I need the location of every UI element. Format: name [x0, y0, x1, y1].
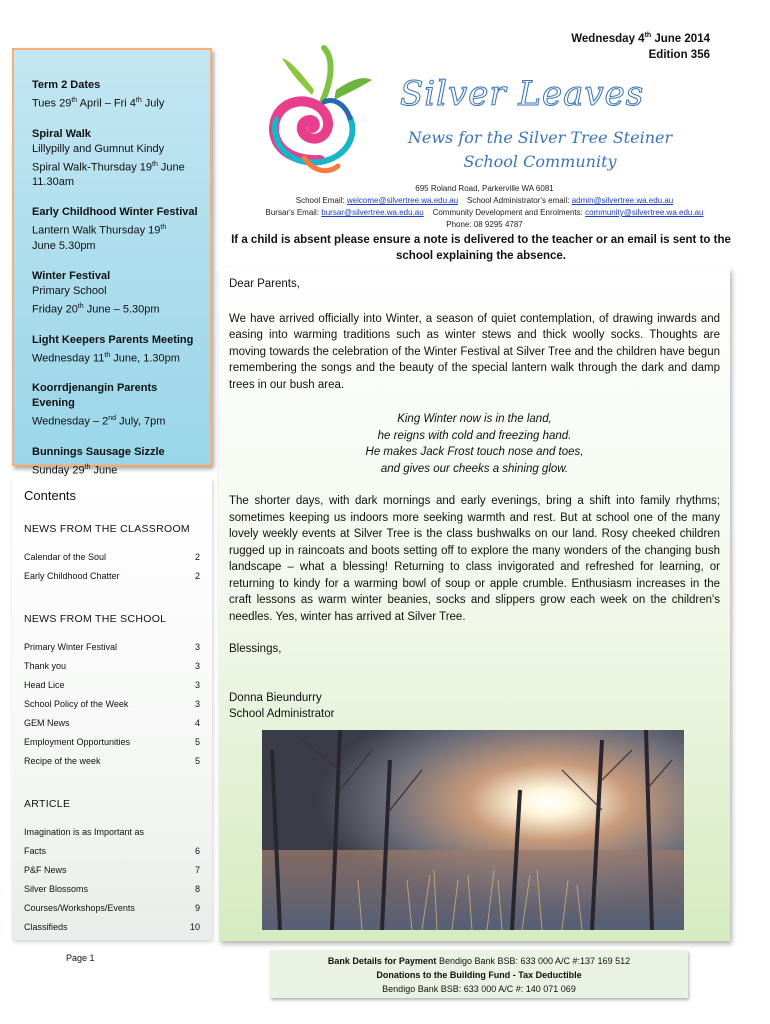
contents-entry[interactable]	[24, 637, 200, 656]
contents-entry[interactable]	[24, 732, 200, 751]
contents-entry[interactable]	[24, 566, 200, 585]
bank-details-box: Bank Details for Payment Bendigo Bank BSB: 633 000 A/C #:137 169 512 Donations to the Building Fund - Tax Deductible Bendigo Bank BSB: 633 000 A/C #: 140 071 069	[270, 950, 688, 998]
date-item: Term 2 Dates Tues 29th April – Fri 4th July	[32, 79, 165, 110]
signature-title: School Administrator	[229, 708, 335, 720]
contents-entry-page: 2	[194, 570, 200, 581]
contents-entry-label: Thank you	[24, 660, 67, 671]
letter-paragraph: We have arrived officially into Winter, a season of quiet contemplation, of drawing inwards and easing into warming traditions such as winter stews and thick woolly socks. Thoughts are moving towards the celebration of the Winter Festival at Silver Tree and the children have begun remembering the songs and the beauty of the special lantern walk through the dark and damp trees in our bush area.	[229, 312, 720, 391]
spiral-logo	[254, 40, 384, 190]
contents-entry-label: P&F News	[24, 864, 67, 875]
contents-entry[interactable]	[24, 860, 200, 879]
letter-closing: Blessings,	[229, 643, 282, 655]
community-email-link[interactable]: community@silvertree.wa.edu.au	[585, 208, 704, 217]
school-phone: Phone: 08 9295 4787	[446, 220, 523, 229]
signature-name: Donna Bieundurry	[229, 691, 322, 704]
date-item: Spiral Walk Lillypilly and Gumnut Kindy Spiral Walk-Thursday 19th June 11.30am	[32, 127, 185, 189]
contents-entry[interactable]	[24, 675, 200, 694]
school-address: 695 Roland Road, Parkerville WA 6081	[415, 184, 554, 193]
contents-entry[interactable]	[24, 917, 200, 936]
date-item: Koorrdjenangin Parents Evening Wednesday – 2nd July, 7pm	[32, 382, 166, 428]
page-number: Page 1	[66, 953, 95, 963]
contents-entry-page: 5	[194, 755, 200, 766]
table-of-contents	[12, 478, 212, 940]
contents-entry-page: 9	[194, 902, 200, 913]
contents-entry-label: School Policy of the Week	[24, 698, 129, 709]
contents-entry-page: 3	[194, 660, 200, 671]
contents-section-heading: NEWS FROM THE SCHOOL	[24, 613, 167, 625]
newsletter-title: Silver Leaves	[400, 74, 645, 114]
school-email-link[interactable]: welcome@silvertree.wa.edu.au	[346, 196, 459, 205]
contents-entry-page: 3	[194, 698, 200, 709]
contents-section-heading: NEWS FROM THE CLASSROOM	[24, 523, 190, 535]
contents-list	[24, 523, 200, 936]
contents-entry-label: GEM News	[24, 717, 70, 728]
contents-entry-label: Head Lice	[24, 679, 65, 690]
letter-paragraph: The shorter days, with dark mornings and early evenings, bring a shift into family rhythms; sometimes keeping us indoors more seeking warmth and rest. But at school one of the many lovely weekly events at Silver Tree is the class bushwalks on our land. Rosy cheeked children rugged up in raincoats and boots setting off to explore the many wonders of the changing bush landscape – what a blessing! Returning to class invigorated and refreshed for learning, or returning to kindy for a warming bowl of soup or apple crumble. Enthusiasm increases in the craft lessons as warm winter beanies, socks and slippers grow each week on the children's needles. Yes, winter has arrived at Silver Tree.	[229, 495, 720, 623]
contents-entry-label: Recipe of the week	[24, 755, 101, 766]
contents-entry[interactable]	[24, 547, 200, 566]
contents-entry-label: Primary Winter Festival	[24, 641, 118, 652]
contents-entry-label: Courses/Workshops/Events	[24, 902, 135, 913]
contents-entry-label: Employment Opportunities	[24, 736, 131, 747]
contents-section-heading: ARTICLE	[24, 798, 71, 810]
winter-poem: King Winter now is in the land, he reigns with cold and freezing hand. He makes Jack Frost touch nose and toes, and gives our cheeks a shining glow.	[365, 413, 584, 475]
contents-entry[interactable]	[24, 694, 200, 713]
newsletter-subtitle: News for the Silver Tree Steiner School Community	[407, 128, 673, 171]
admin-email-link[interactable]: admin@silvertree.wa.edu.au	[571, 196, 674, 205]
winter-bush-photo	[262, 730, 684, 930]
contents-entry-label: Facts	[24, 845, 47, 856]
date-item: Winter Festival Primary School Friday 20th June – 5.30pm	[32, 269, 160, 316]
contents-entry[interactable]	[24, 879, 200, 898]
contents-entry-page: 10	[189, 921, 200, 932]
contents-title: Contents	[24, 488, 77, 503]
contents-entry[interactable]	[24, 751, 200, 770]
contents-entry-label: Calendar of the Soul	[24, 551, 107, 562]
contents-entry-page: 6	[194, 845, 200, 856]
contents-entry-page: 4	[194, 717, 200, 728]
contents-entry[interactable]	[24, 713, 200, 732]
contents-entry[interactable]	[24, 898, 200, 917]
contents-entry[interactable]	[24, 841, 200, 860]
contents-entry-page: 8	[194, 883, 200, 894]
contents-entry-page: 2	[194, 551, 200, 562]
issue-date: Wednesday 4th June 2014	[571, 32, 710, 45]
upcoming-dates-panel	[12, 48, 212, 477]
contents-entry-label: Early Childhood Chatter	[24, 570, 120, 581]
absence-notice: If a child is absent please ensure a note is delivered to the teacher or an email is sent to the school explaining the absence.	[231, 234, 731, 262]
letter-greeting: Dear Parents,	[229, 278, 300, 290]
contents-entry[interactable]	[24, 822, 200, 841]
issue-date-block	[520, 28, 710, 63]
contents-entry-page: 3	[194, 679, 200, 690]
contents-entry-label: Classifieds	[24, 921, 68, 932]
bursar-email-link[interactable]: bursar@silvertree.wa.edu.au	[321, 208, 424, 217]
contents-entry[interactable]	[24, 656, 200, 675]
edition-number: Edition 356	[648, 48, 710, 61]
date-item: Light Keepers Parents Meeting Wednesday 11th June, 1.30pm	[32, 333, 194, 365]
contents-entry-page: 5	[194, 736, 200, 747]
contact-block: 695 Roland Road, Parkerville WA 6081 School Email: welcome@silvertree.wa.edu.au School Administrator's email: admin@silvertree.wa.edu.au Bursar's Email: bursar@silvertree.wa.edu.au Community Development and Enrolments: community@silvertree.wa.edu.au Phone: 08 9295 4787	[212, 183, 757, 231]
contents-entry-label: Imagination is as Important as	[24, 826, 145, 837]
contents-entry-page: 7	[194, 864, 200, 875]
contents-entry-page: 3	[194, 641, 200, 652]
date-item: Early Childhood Winter Festival Lantern Walk Thursday 19th June 5.30pm	[32, 206, 198, 252]
contents-entry-label: Silver Blossoms	[24, 883, 89, 894]
date-item: Bunnings Sausage Sizzle Sunday 29th June	[32, 445, 165, 477]
